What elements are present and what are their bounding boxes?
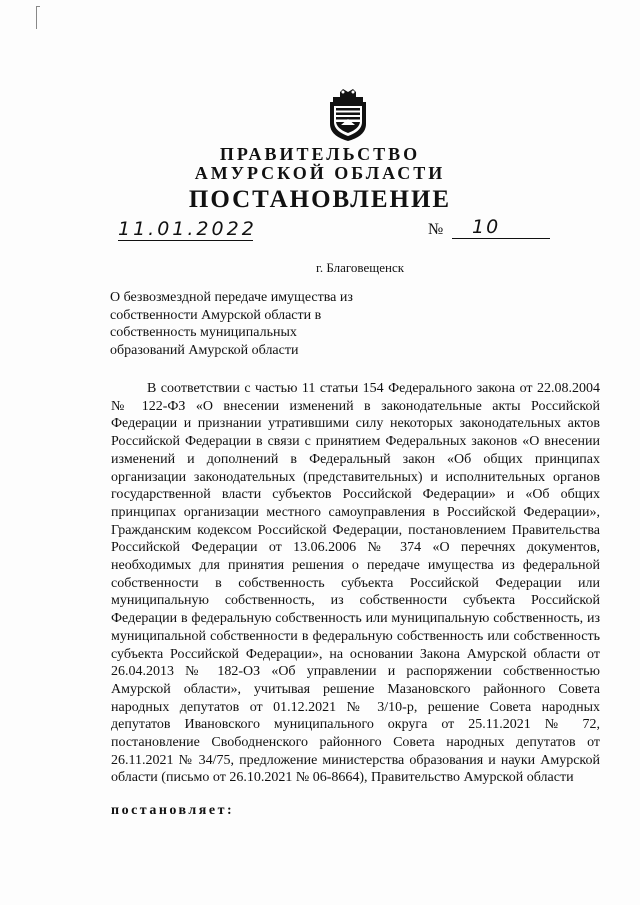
body-paragraph: В соответствии с частью 11 статьи 154 Федерального закона от 22.08.2004 № 122-ФЗ «О внесении изменений в законодательные акты Российской Федерации и признании утратившими силу некоторых законодательных актов Российской Федерации в связи с принятием Федеральных законов «О внесении изменений и дополнений в Федеральный закон «Об общих принципах организации законодательных (представительных) и исполнительных органов государственной власти субъектов Российской Федерации» и «Об общих принципах организации местного самоуправления в Российской Федерации», Гражданским кодексом Российской Федерации, постановлением Правительства Российской Федерации от 13.06.2006 № 374 «О перечнях документов, необходимых для принятия решения о передаче имущества из федеральной собственности в собственность субъекта Российской Федерации или муниципальную собственность, из собственности субъекта Российской Федерации в федеральную собственность или муниципальную собственность, из муниципальной собственности в федеральную собственность или собственность субъекта Российской Федерации», на основании Закона Амурской области от 26.04.2013 № 182-ОЗ «Об управлении и распоряжении собственностью Амурской области», учитывая решение Мазановского районного Совета народных депутатов от 01.12.2021 № 3/10-р, решение Совета народных депутатов Ивановского муниципального округа от 25.11.2021 № 72, постановление Свободненского районного Совета народных депутатов от 26.11.2021 № 34/75, предложение министерства образования и науки Амурской области (письмо от 26.10.2021 № 06-8664), Правительство Амурской области (111, 381, 600, 786)
document-date: 11.01.2022 (118, 218, 257, 240)
city-line: г. Благовещенск (315, 260, 405, 275)
document-subject: О безвозмездной передаче имущества из собственности Амурской области в собственность муниципальных образований Амурской области (110, 290, 353, 358)
document-number: 10 (452, 216, 550, 239)
government-title: ПРАВИТЕЛЬСТВО (219, 144, 421, 164)
resolves-keyword: постановляет: (111, 803, 235, 818)
document-type-heading: ПОСТАНОВЛЕНИЕ (188, 186, 452, 213)
scan-corner-mark (36, 6, 40, 29)
region-title: АМУРСКОЙ ОБЛАСТИ (194, 163, 446, 183)
number-label: № (428, 221, 444, 238)
coat-of-arms-emblem (326, 88, 370, 142)
